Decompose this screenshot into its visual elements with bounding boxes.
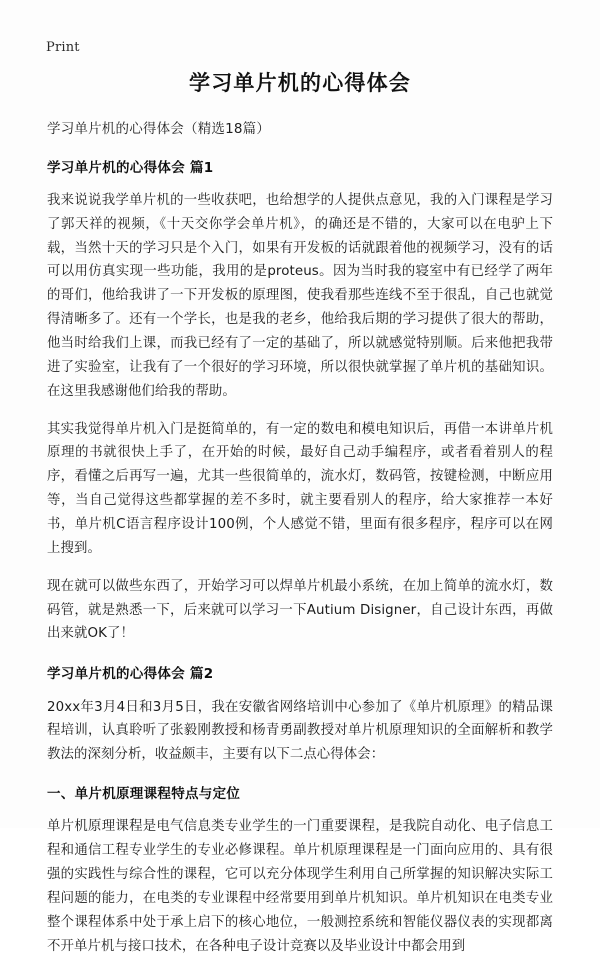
section-1-paragraph-1: 我来说说我学单片机的一些收获吧，也给想学的人提供点意见，我的入门课程是学习了郭天祥的视频，《十天交你学会单片机》，的确还是不错的，大家可以在电驴上下载，当然十天的学习只是个入门，如果有开发板的话就跟着他的视频学习，没有的话可以用仿真实现一些功能，我用的是proteus。因为当时我的寝室中有已经学了两年的哥们，他给我讲了一下开发板的原理图，使我看那些连线不至于很乱，自己也就觉得清晰多了。还有一个学长，也是我的老乡，他给我后期的学习提供了很大的帮助，他当时给我们上课，而我已经有了一定的基础了，所以就感觉特别顺。后来他把我带进了实验室，让我有了一个很好的学习环境，所以很快就掌握了单片机的基础知识。在这里我感谢他们给我的帮助。 (47, 192, 553, 399)
page-title: 学习单片机的心得体会 (189, 71, 411, 95)
print-label[interactable]: Print (46, 40, 80, 55)
subsection-heading-1: 一、单片机原理课程特点与定位 (47, 786, 241, 803)
section-2-paragraph-1: 20xx年3月4日和3月5日，我在安徽省网络培训中心参加了《单片机原理》的精品课程培训，认真聆听了张毅刚教授和杨青勇副教授对单片机原理知识的全面解析和教学教法的深刻分析，收益颇丰，主要有以下二点心得体会： (47, 699, 553, 763)
section-1-paragraph-3: 现在就可以做些东西了，开始学习可以焊单片机最小系统，在加上简单的流水灯，数码管，就是熟悉一下，后来就可以学习一下Autium Disigner，自己设计东西，再做出来就OK了！ (47, 578, 553, 642)
subsection-1-paragraph-1: 单片机原理课程是电气信息类专业学生的一门重要课程，是我院自动化、电子信息工程和通信工程专业学生的专业必修课程。单片机原理课程是一门面向应用的、具有很强的实践性与综合性的课程，它可以充分体现学生利用自己所掌握的知识解决实际工程问题的能力，在电类的专业课程中经常要用到单片机知识。单片机知识在电类专业整个课程体系中处于承上启下的核心地位，一般测控系统和智能仪器仪表的实现都离不开单片机与接口技术，在各种电子设计竞赛以及毕业设计中都会用到 (47, 819, 553, 954)
document-content (47, 70, 553, 959)
section-heading-2: 学习单片机的心得体会 篇2 (47, 666, 214, 683)
section-heading-1: 学习单片机的心得体会 篇1 (47, 159, 214, 176)
section-1-paragraph-2: 其实我觉得单片机入门是挺简单的，有一定的数电和模电知识后，再借一本讲单片机原理的书就很快上手了，在开始的时候，最好自己动手编程序，或者看着别人的程序，看懂之后再写一遍，尤其一些很简单的，流水灯，数码管，按键检测，中断应用等，当自己觉得这些都掌握的差不多时，就主要看别人的程序，给大家推荐一本好书，单片机C语言程序设计100例，个人感觉不错，里面有很多程序，程序可以在网上搜到。 (47, 421, 553, 556)
document-subtitle: 学习单片机的心得体会（精选18篇） (47, 121, 271, 138)
